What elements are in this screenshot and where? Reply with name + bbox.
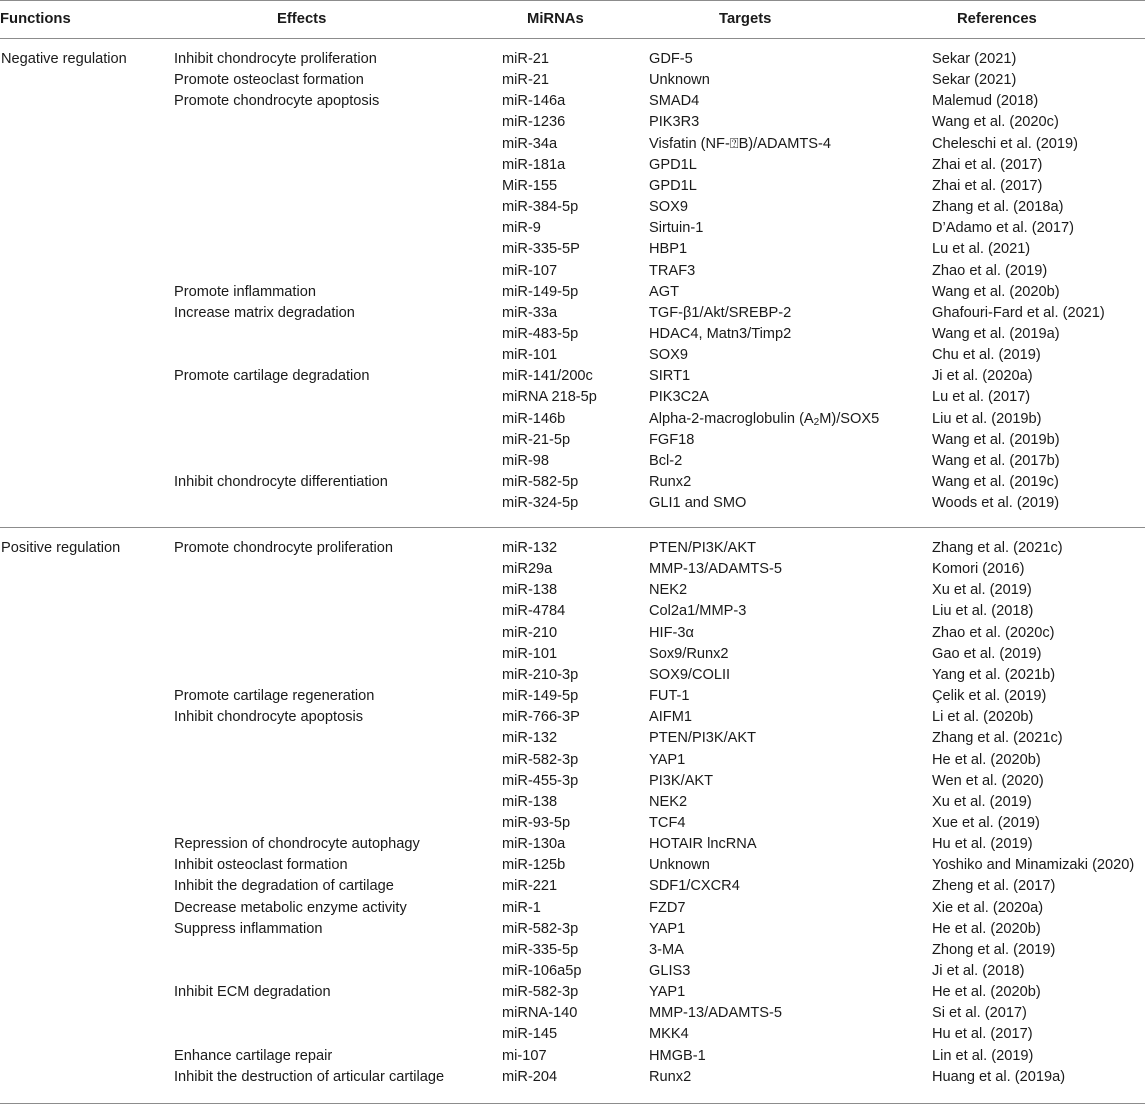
reference-cell: Li et al. (2020b) xyxy=(932,709,1034,725)
target-cell: GLIS3 xyxy=(649,963,691,979)
target-cell: Runx2 xyxy=(649,1069,692,1085)
target-cell: AGT xyxy=(649,284,679,300)
target-cell: HIF-3α xyxy=(649,625,694,641)
reference-cell: Hu et al. (2019) xyxy=(932,836,1033,852)
reference-cell: Zhong et al. (2019) xyxy=(932,942,1056,958)
reference-cell: Wang et al. (2019b) xyxy=(932,432,1060,448)
target-cell: FUT-1 xyxy=(649,688,690,704)
effect-cell: Promote chondrocyte apoptosis xyxy=(174,93,380,109)
reference-cell: Cheleschi et al. (2019) xyxy=(932,136,1079,152)
mirna-cell: miR-582-3p xyxy=(502,752,579,768)
target-cell: PIK3R3 xyxy=(649,114,700,130)
target-cell: PI3K/AKT xyxy=(649,773,714,789)
reference-cell: Yoshiko and Minamizaki (2020) xyxy=(932,857,1135,873)
mirna-cell: miR-582-3p xyxy=(502,984,579,1000)
header-functions: Functions xyxy=(0,11,71,27)
reference-cell: Hu et al. (2017) xyxy=(932,1026,1033,1042)
reference-cell: Zhao et al. (2019) xyxy=(932,263,1048,279)
mirna-cell: miR-138 xyxy=(502,794,558,810)
target-cell: SOX9 xyxy=(649,347,688,363)
target-cell: PIK3C2A xyxy=(649,389,710,405)
reference-cell: Xu et al. (2019) xyxy=(932,794,1032,810)
mirna-cell: miR-132 xyxy=(502,540,558,556)
mirna-cell: miR-98 xyxy=(502,453,550,469)
reference-cell: Zhai et al. (2017) xyxy=(932,157,1043,173)
reference-cell: He et al. (2020b) xyxy=(932,921,1041,937)
mirna-cell: miR-149-5p xyxy=(502,688,579,704)
header-mirnas: MiRNAs xyxy=(527,11,584,27)
target-cell: AIFM1 xyxy=(649,709,692,725)
target-cell: MMP-13/ADAMTS-5 xyxy=(649,1005,782,1021)
mirna-cell: miRNA 218-5p xyxy=(502,389,597,405)
reference-cell: Zhai et al. (2017) xyxy=(932,178,1043,194)
target-cell: TGF-β1/Akt/SREBP-2 xyxy=(649,305,792,321)
reference-cell: Wang et al. (2019a) xyxy=(932,326,1060,342)
effect-cell: Inhibit chondrocyte apoptosis xyxy=(174,709,364,725)
mirna-cell: miR-455-3p xyxy=(502,773,579,789)
header-references: References xyxy=(957,11,1037,27)
mirna-cell: miR-130a xyxy=(502,836,566,852)
effect-cell: Increase matrix degradation xyxy=(174,305,355,321)
target-cell: HBP1 xyxy=(649,241,688,257)
section-rule xyxy=(0,527,1145,528)
mirna-cell: miR-125b xyxy=(502,857,566,873)
effect-cell: Repression of chondrocyte autophagy xyxy=(174,836,420,852)
reference-cell: Komori (2016) xyxy=(932,561,1025,577)
target-cell: TCF4 xyxy=(649,815,686,831)
target-cell: FGF18 xyxy=(649,432,695,448)
reference-cell: Lu et al. (2021) xyxy=(932,241,1031,257)
mirna-cell: miR29a xyxy=(502,561,553,577)
mirna-cell: miR-1236 xyxy=(502,114,566,130)
effect-cell: Inhibit chondrocyte proliferation xyxy=(174,51,377,67)
mirna-cell: miR-221 xyxy=(502,878,558,894)
effect-cell: Promote inflammation xyxy=(174,284,316,300)
reference-cell: Zhao et al. (2020c) xyxy=(932,625,1055,641)
target-cell: FZD7 xyxy=(649,900,686,916)
reference-cell: Lin et al. (2019) xyxy=(932,1048,1034,1064)
target-cell: SOX9 xyxy=(649,199,688,215)
reference-cell: Lu et al. (2017) xyxy=(932,389,1031,405)
reference-cell: Zheng et al. (2017) xyxy=(932,878,1056,894)
mirna-cell: miRNA-140 xyxy=(502,1005,578,1021)
effect-cell: Inhibit osteoclast formation xyxy=(174,857,348,873)
mirna-cell: miR-1 xyxy=(502,900,541,916)
mirna-cell: miR-9 xyxy=(502,220,541,236)
target-cell: HOTAIR lncRNA xyxy=(649,836,757,852)
target-cell: MKK4 xyxy=(649,1026,689,1042)
bottom-rule xyxy=(0,1103,1145,1104)
reference-cell: Malemud (2018) xyxy=(932,93,1039,109)
target-cell: Alpha-2-macroglobulin $(A_2M)/SOX5$ xyxy=(649,411,880,428)
target-cell: PTEN/PI3K/AKT xyxy=(649,540,757,556)
mirna-cell: mi-107 xyxy=(502,1048,547,1064)
reference-cell: Ghafouri-Fard et al. (2021) xyxy=(932,305,1105,321)
reference-cell: Chu et al. (2019) xyxy=(932,347,1041,363)
reference-cell: Xue et al. (2019) xyxy=(932,815,1040,831)
reference-cell: Liu et al. (2018) xyxy=(932,603,1034,619)
target-cell: GPD1L xyxy=(649,157,697,173)
mirna-cell: miR-582-3p xyxy=(502,921,579,937)
target-cell: TRAF3 xyxy=(649,263,696,279)
target-cell: GPD1L xyxy=(649,178,697,194)
section-function-label: Negative regulation xyxy=(1,51,127,67)
target-cell: Sox9/Runx2 xyxy=(649,646,729,662)
mirna-cell: miR-146b xyxy=(502,411,566,427)
mirna-cell: miR-335-5P xyxy=(502,241,580,257)
mirna-cell: miR-107 xyxy=(502,263,558,279)
reference-cell: Zhang et al. (2021c) xyxy=(932,730,1063,746)
effect-cell: Promote chondrocyte proliferation xyxy=(174,540,394,556)
target-cell: SIRT1 xyxy=(649,368,691,384)
mirna-cell: miR-33a xyxy=(502,305,558,321)
reference-cell: Xu et al. (2019) xyxy=(932,582,1032,598)
mirna-cell: miR-21-5p xyxy=(502,432,571,448)
reference-cell: Ji et al. (2020a) xyxy=(932,368,1033,384)
reference-cell: Liu et al. (2019b) xyxy=(932,411,1042,427)
mirna-cell: miR-141/200c xyxy=(502,368,593,384)
reference-cell: Wang et al. (2019c) xyxy=(932,474,1059,490)
mirna-cell: miR-4784 xyxy=(502,603,566,619)
target-cell: Col2a1/MMP-3 xyxy=(649,603,747,619)
mirna-cell: miR-34a xyxy=(502,136,558,152)
reference-cell: D’Adamo et al. (2017) xyxy=(932,220,1074,236)
reference-cell: Wang et al. (2020b) xyxy=(932,284,1060,300)
target-cell: Runx2 xyxy=(649,474,692,490)
target-cell: NEK2 xyxy=(649,794,688,810)
effect-cell: Suppress inflammation xyxy=(174,921,323,937)
mirna-cell: miR-138 xyxy=(502,582,558,598)
reference-cell: Yang et al. (2021b) xyxy=(932,667,1056,683)
target-cell: HMGB-1 xyxy=(649,1048,706,1064)
mirna-cell: miR-204 xyxy=(502,1069,558,1085)
mirna-cell: miR-101 xyxy=(502,646,558,662)
mirna-cell: miR-324-5p xyxy=(502,495,579,511)
mirna-cell: miR-181a xyxy=(502,157,566,173)
header-rule xyxy=(0,38,1145,39)
effect-cell: Inhibit chondrocyte differentiation xyxy=(174,474,388,490)
header-effects: Effects xyxy=(277,11,327,27)
mirna-cell: miR-146a xyxy=(502,93,566,109)
target-cell: Sirtuin-1 xyxy=(649,220,704,236)
target-cell: HDAC4, Matn3/Timp2 xyxy=(649,326,792,342)
target-cell: YAP1 xyxy=(649,984,686,1000)
reference-cell: Wang et al. (2017b) xyxy=(932,453,1060,469)
reference-cell: Xie et al. (2020a) xyxy=(932,900,1044,916)
target-cell: GLI1 and SMO xyxy=(649,495,747,511)
target-cell: Unknown xyxy=(649,857,710,873)
mirna-cell: miR-93-5p xyxy=(502,815,571,831)
effect-cell: Inhibit ECM degradation xyxy=(174,984,331,1000)
mirna-cell: miR-483-5p xyxy=(502,326,579,342)
target-cell: Bcl-2 xyxy=(649,453,683,469)
section-function-label: Positive regulation xyxy=(1,540,121,556)
mirna-cell: miR-210-3p xyxy=(502,667,579,683)
mirna-cell: miR-335-5p xyxy=(502,942,579,958)
effect-cell: Inhibit the destruction of articular cartilage xyxy=(174,1069,445,1085)
target-cell: MMP-13/ADAMTS-5 xyxy=(649,561,782,577)
mirna-cell: miR-106a5p xyxy=(502,963,582,979)
reference-cell: Woods et al. (2019) xyxy=(932,495,1060,511)
reference-cell: Si et al. (2017) xyxy=(932,1005,1027,1021)
mirna-cell: miR-384-5p xyxy=(502,199,579,215)
mirna-cell: miR-21 xyxy=(502,51,550,67)
top-rule xyxy=(0,0,1145,1)
target-cell: PTEN/PI3K/AKT xyxy=(649,730,757,746)
target-cell: Visfatin (NF-⍰B)/ADAMTS-4 xyxy=(649,136,832,152)
target-cell: GDF-5 xyxy=(649,51,693,67)
reference-cell: Gao et al. (2019) xyxy=(932,646,1042,662)
target-cell: 3-MA xyxy=(649,942,684,958)
effect-cell: Promote cartilage regeneration xyxy=(174,688,375,704)
reference-cell: Wen et al. (2020) xyxy=(932,773,1044,789)
target-cell: SDF1/CXCR4 xyxy=(649,878,740,894)
target-cell: YAP1 xyxy=(649,921,686,937)
reference-cell: Ji et al. (2018) xyxy=(932,963,1025,979)
effect-cell: Decrease metabolic enzyme activity xyxy=(174,900,407,916)
reference-cell: He et al. (2020b) xyxy=(932,984,1041,1000)
mirna-cell: miR-21 xyxy=(502,72,550,88)
mirna-cell: miR-132 xyxy=(502,730,558,746)
mirna-cell: miR-149-5p xyxy=(502,284,579,300)
reference-cell: Zhang et al. (2018a) xyxy=(932,199,1064,215)
reference-cell: Wang et al. (2020c) xyxy=(932,114,1059,130)
effect-cell: Promote cartilage degradation xyxy=(174,368,370,384)
mirna-cell: miR-582-5p xyxy=(502,474,579,490)
reference-cell: Çelik et al. (2019) xyxy=(932,688,1047,704)
reference-cell: Sekar (2021) xyxy=(932,51,1017,67)
mirna-cell: miR-101 xyxy=(502,347,558,363)
effect-cell: Promote osteoclast formation xyxy=(174,72,364,88)
header-targets: Targets xyxy=(719,11,772,27)
reference-cell: Sekar (2021) xyxy=(932,72,1017,88)
mirna-cell: miR-210 xyxy=(502,625,558,641)
target-cell: SMAD4 xyxy=(649,93,700,109)
mirna-cell: miR-145 xyxy=(502,1026,558,1042)
effect-cell: Enhance cartilage repair xyxy=(174,1048,333,1064)
reference-cell: Zhang et al. (2021c) xyxy=(932,540,1063,556)
reference-cell: He et al. (2020b) xyxy=(932,752,1041,768)
target-cell: SOX9/COLII xyxy=(649,667,731,683)
target-cell: Unknown xyxy=(649,72,710,88)
target-cell: YAP1 xyxy=(649,752,686,768)
effect-cell: Inhibit the degradation of cartilage xyxy=(174,878,394,894)
target-cell: NEK2 xyxy=(649,582,688,598)
mirna-cell: MiR-155 xyxy=(502,178,558,194)
reference-cell: Huang et al. (2019a) xyxy=(932,1069,1066,1085)
mirna-cell: miR-766-3P xyxy=(502,709,580,725)
